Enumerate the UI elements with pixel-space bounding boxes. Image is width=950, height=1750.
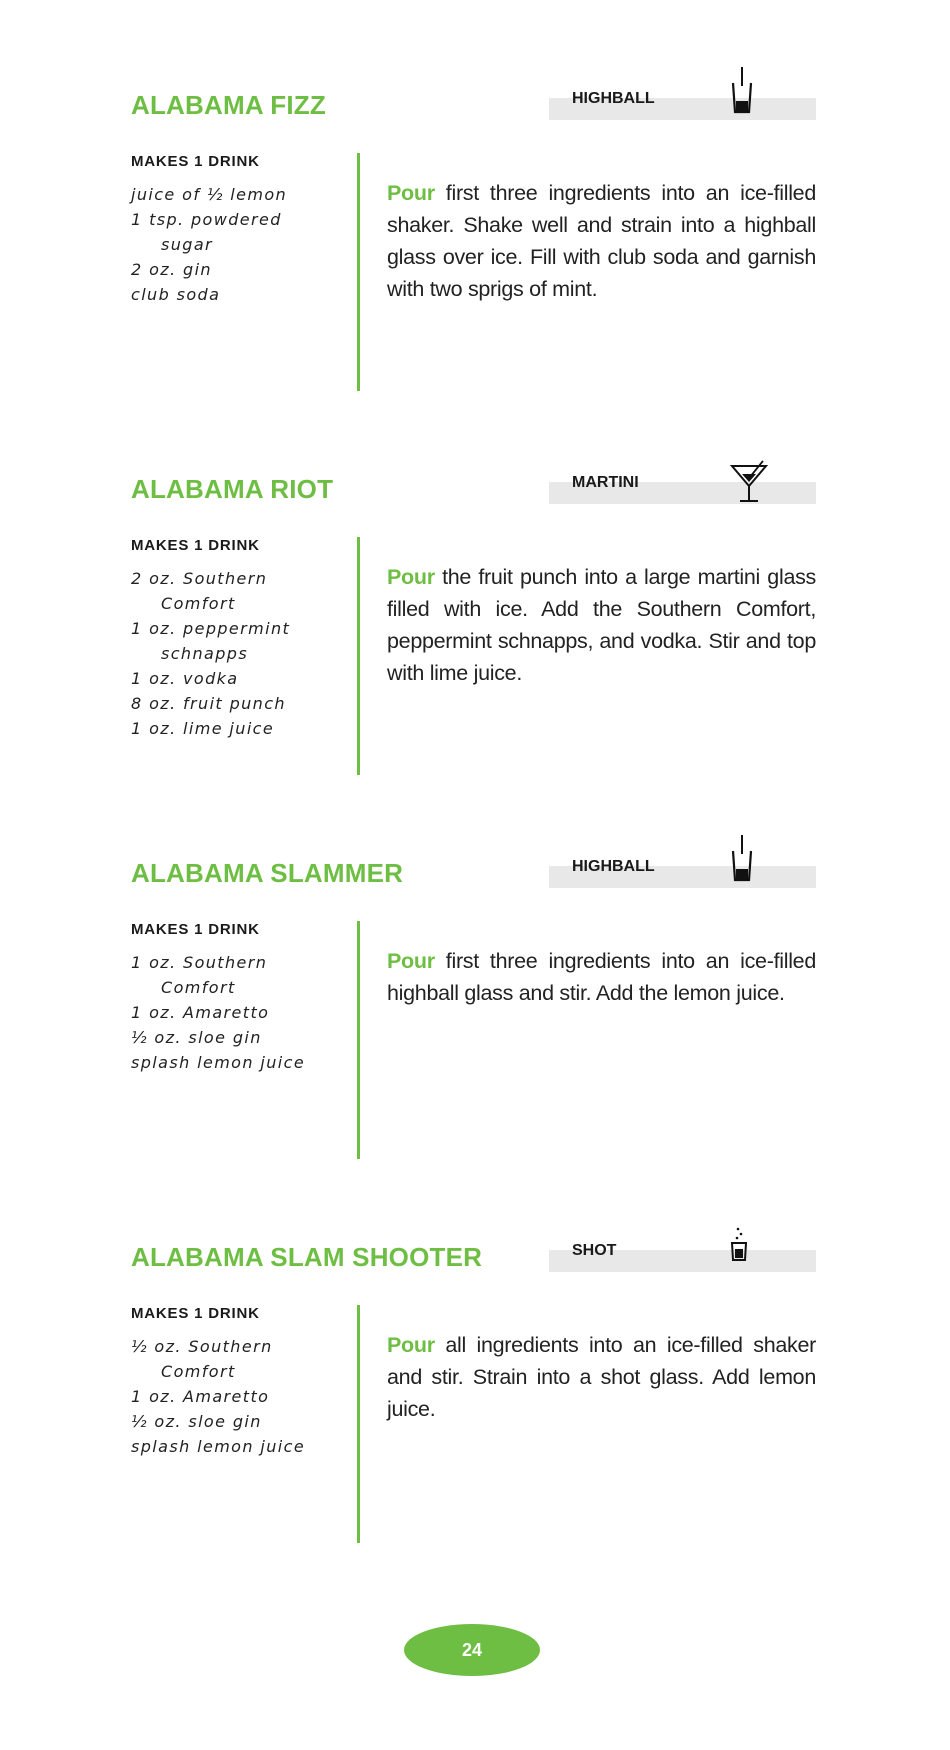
ingredient: 8 oz. fruit punch [131, 694, 286, 713]
ingredient: splash lemon juice [131, 1437, 306, 1456]
divider-rule [357, 921, 360, 1159]
ingredient-list [131, 950, 305, 1075]
method-text [387, 1329, 816, 1425]
ingredient: 1 oz. lime juice [131, 719, 275, 738]
page-number-badge [404, 1624, 540, 1676]
ingredient: 2 oz. gin [131, 260, 212, 279]
ingredient: Comfort [161, 594, 236, 613]
ingredient: schnapps [161, 644, 249, 663]
method-body: the fruit punch into a large martini glass filled with ice. Add the Southern Comfort, peppermint schnapps, and vodka. Stir and top with lime juice. [387, 565, 816, 685]
makes-label: MAKES 1 DRINK [131, 537, 260, 554]
ingredient: 1 oz. peppermint [131, 619, 291, 638]
method-text [387, 561, 816, 689]
highball-glass-icon [727, 834, 757, 886]
glass-type-label: SHOT [572, 1242, 617, 1259]
method-lead: Pour [387, 565, 435, 589]
ingredient: club soda [131, 285, 221, 304]
method-lead: Pour [387, 181, 435, 205]
method-body: first three ingredients into an ice-filled shaker. Shake well and strain into a highball glass over ice. Fill with club soda and garnish with two sprigs of mint. [387, 181, 816, 301]
recipe-alabama-fizz [0, 0, 950, 380]
recipe-alabama-slammer [0, 768, 950, 1148]
divider-rule [357, 1305, 360, 1543]
glass-type-label: MARTINI [572, 474, 639, 491]
method-body: all ingredients into an ice-filled shaker and stir. Strain into a shot glass. Add lemon juice. [387, 1333, 816, 1421]
method-lead: Pour [387, 949, 435, 973]
ingredient: 2 oz. Southern [131, 569, 268, 588]
method-lead: Pour [387, 1333, 435, 1357]
recipe-title: ALABAMA FIZZ [131, 90, 326, 120]
recipe-title: ALABAMA RIOT [131, 474, 334, 504]
makes-label: MAKES 1 DRINK [131, 1305, 260, 1322]
ingredient: 1 oz. Amaretto [131, 1387, 270, 1406]
ingredient: 1 tsp. powdered [131, 210, 282, 229]
ingredient: juice of ½ lemon [131, 185, 288, 204]
page-number: 24 [461, 1639, 483, 1660]
ingredient: splash lemon juice [131, 1053, 306, 1072]
ingredient: Comfort [161, 978, 236, 997]
method-body: first three ingredients into an ice-filled highball glass and stir. Add the lemon juice. [387, 949, 816, 1005]
ingredient: ½ oz. sloe gin [131, 1028, 262, 1047]
ingredient: ½ oz. Southern [131, 1337, 273, 1356]
ingredient: 1 oz. vodka [131, 669, 239, 688]
ingredient-list [131, 1334, 305, 1459]
recipe-title: ALABAMA SLAM SHOOTER [131, 1242, 483, 1272]
shot-glass-icon [729, 1226, 749, 1264]
martini-glass-icon [729, 460, 769, 504]
divider-rule [357, 537, 360, 775]
makes-label: MAKES 1 DRINK [131, 153, 260, 170]
ingredient: Comfort [161, 1362, 236, 1381]
ingredient: ½ oz. sloe gin [131, 1412, 262, 1431]
glass-type-label: HIGHBALL [572, 858, 655, 875]
ingredient: 1 oz. Southern [131, 953, 268, 972]
recipe-alabama-slam-shooter [0, 1152, 950, 1532]
method-text [387, 177, 816, 305]
ingredient: sugar [161, 235, 214, 254]
ingredient: 1 oz. Amaretto [131, 1003, 270, 1022]
method-text [387, 945, 816, 1009]
highball-glass-icon [727, 66, 757, 118]
recipe-alabama-riot [0, 384, 950, 764]
makes-label: MAKES 1 DRINK [131, 921, 260, 938]
divider-rule [357, 153, 360, 391]
ingredient-list [131, 566, 290, 741]
recipe-title: ALABAMA SLAMMER [131, 858, 404, 888]
glass-type-label: HIGHBALL [572, 90, 655, 107]
ingredient-list [131, 182, 287, 307]
